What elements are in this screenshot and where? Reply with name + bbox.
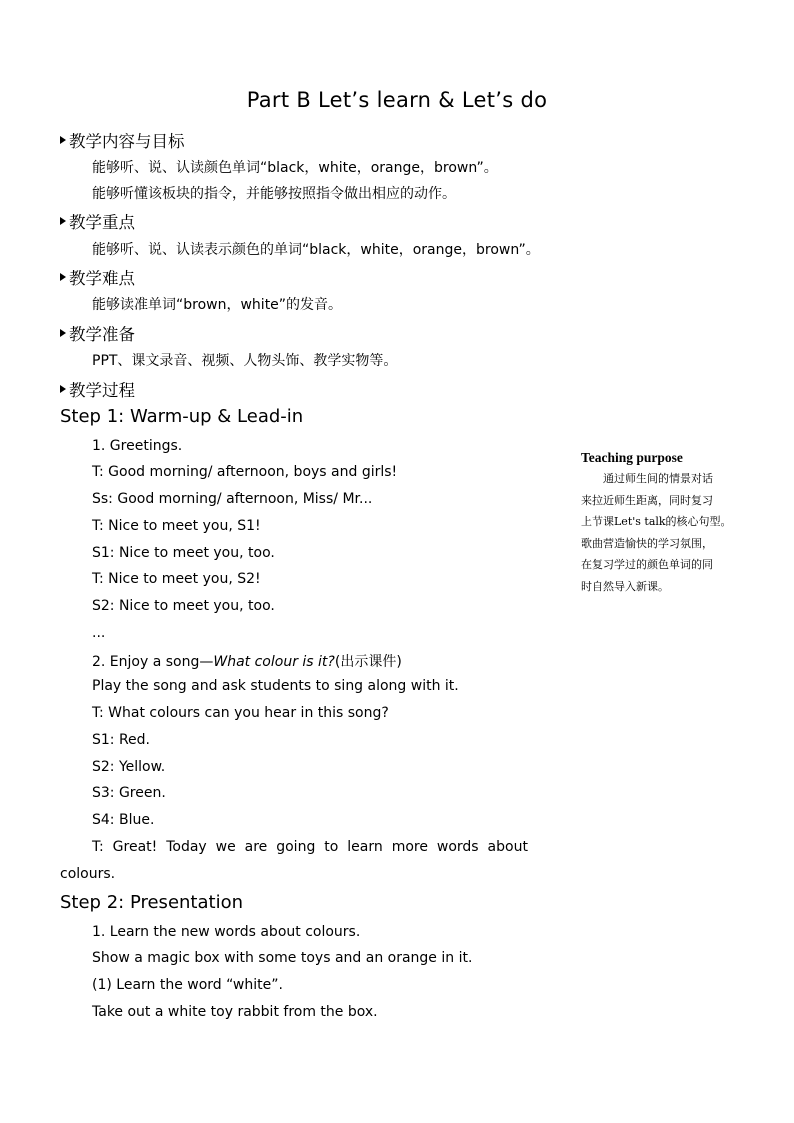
- note-line: 通过师生间的情景对话: [581, 472, 713, 485]
- step2-line: Show a magic box with some toys and an orange in it.: [92, 950, 473, 966]
- content-line-2: 能够听懂该板块的指令，并能够按照指令做出相应的动作。: [92, 186, 456, 202]
- step1-line: S1: Nice to meet you, too.: [92, 545, 275, 561]
- step1-line: S4: Blue.: [92, 812, 155, 828]
- song-suffix: (出示课件): [334, 654, 402, 670]
- word: T:: [92, 839, 104, 855]
- song-line: [92, 651, 402, 671]
- section-content-goal: [60, 128, 185, 152]
- step1-line: Play the song and ask students to sing along with it.: [92, 678, 459, 694]
- step1-line: ...: [92, 625, 106, 641]
- section-heading: 教学难点: [69, 269, 135, 288]
- word: words: [436, 839, 479, 855]
- section-heading: 教学内容与目标: [69, 132, 185, 151]
- page-title: Part B Let’s learn & Let’s do: [246, 88, 548, 112]
- bullet-triangle-icon: [60, 385, 66, 393]
- step1-line: T: Good morning/ afternoon, boys and girls!: [92, 464, 398, 480]
- step1-line: Ss: Good morning/ afternoon, Miss/ Mr...: [92, 491, 373, 507]
- word: to: [324, 839, 339, 855]
- song-prefix: 2. Enjoy a song—: [92, 654, 214, 670]
- note-line: 来拉近师生距离，同时复习: [581, 493, 713, 507]
- step1-line: T: Nice to meet you, S1!: [92, 518, 261, 534]
- section-process: [60, 377, 135, 401]
- note-line: 在复习学过的颜色单词的同: [581, 558, 713, 572]
- preparation-line-1: PPT、课文录音、视频、人物头饰、教学实物等。: [92, 353, 398, 369]
- word: more: [391, 839, 428, 855]
- word: are: [244, 839, 268, 855]
- word: learn: [347, 839, 383, 855]
- content-line-1: 能够听、说、认读颜色单词“black，white，orange，brown”。: [92, 160, 498, 176]
- step1-heading: Step 1: Warm-up & Lead-in: [60, 406, 304, 427]
- word: going: [276, 839, 316, 855]
- wrapped-line: colours.: [60, 866, 116, 882]
- step1-line: S2: Yellow.: [92, 759, 166, 775]
- word: Great!: [112, 839, 158, 855]
- step1-line: S1: Red.: [92, 732, 151, 748]
- song-title: What colour is it?: [213, 654, 335, 670]
- word: Today: [166, 839, 207, 855]
- step2-line: Take out a white toy rabbit from the box.: [92, 1004, 378, 1020]
- bullet-triangle-icon: [60, 273, 66, 281]
- step1-line: S2: Nice to meet you, too.: [92, 598, 275, 614]
- step2-line: (1) Learn the word “white”.: [92, 977, 283, 993]
- justified-line: [92, 839, 528, 855]
- note-title: Teaching purpose: [581, 450, 683, 465]
- word: about: [487, 839, 528, 855]
- section-heading: 教学过程: [69, 381, 135, 400]
- note-body: [581, 468, 761, 598]
- difficulty-line-1: 能够读准单词“brown，white”的发音。: [92, 297, 343, 313]
- section-heading: 教学准备: [69, 325, 135, 344]
- bullet-triangle-icon: [60, 329, 66, 337]
- bullet-triangle-icon: [60, 136, 66, 144]
- step1-line: T: Nice to meet you, S2!: [92, 571, 261, 587]
- teaching-purpose-note: [581, 450, 761, 598]
- key-line-1: 能够听、说、认读表示颜色的单词“black，white，orange，brown”。: [92, 242, 540, 258]
- section-key-point: [60, 209, 135, 233]
- note-line: 歌曲营造愉快的学习氛围，: [581, 536, 713, 550]
- note-line: 时自然导入新课。: [581, 579, 669, 593]
- section-heading: 教学重点: [69, 213, 135, 232]
- section-preparation: [60, 321, 135, 345]
- bullet-triangle-icon: [60, 217, 66, 225]
- step2-line: 1. Learn the new words about colours.: [92, 924, 361, 940]
- note-line: 上节课Let's talk的核心句型。: [581, 515, 732, 529]
- step1-line: 1. Greetings.: [92, 438, 183, 454]
- step1-line: S3: Green.: [92, 785, 166, 801]
- step1-line: T: What colours can you hear in this song?: [92, 705, 389, 721]
- section-difficulty: [60, 265, 135, 289]
- word: we: [215, 839, 236, 855]
- step2-heading: Step 2: Presentation: [60, 892, 243, 913]
